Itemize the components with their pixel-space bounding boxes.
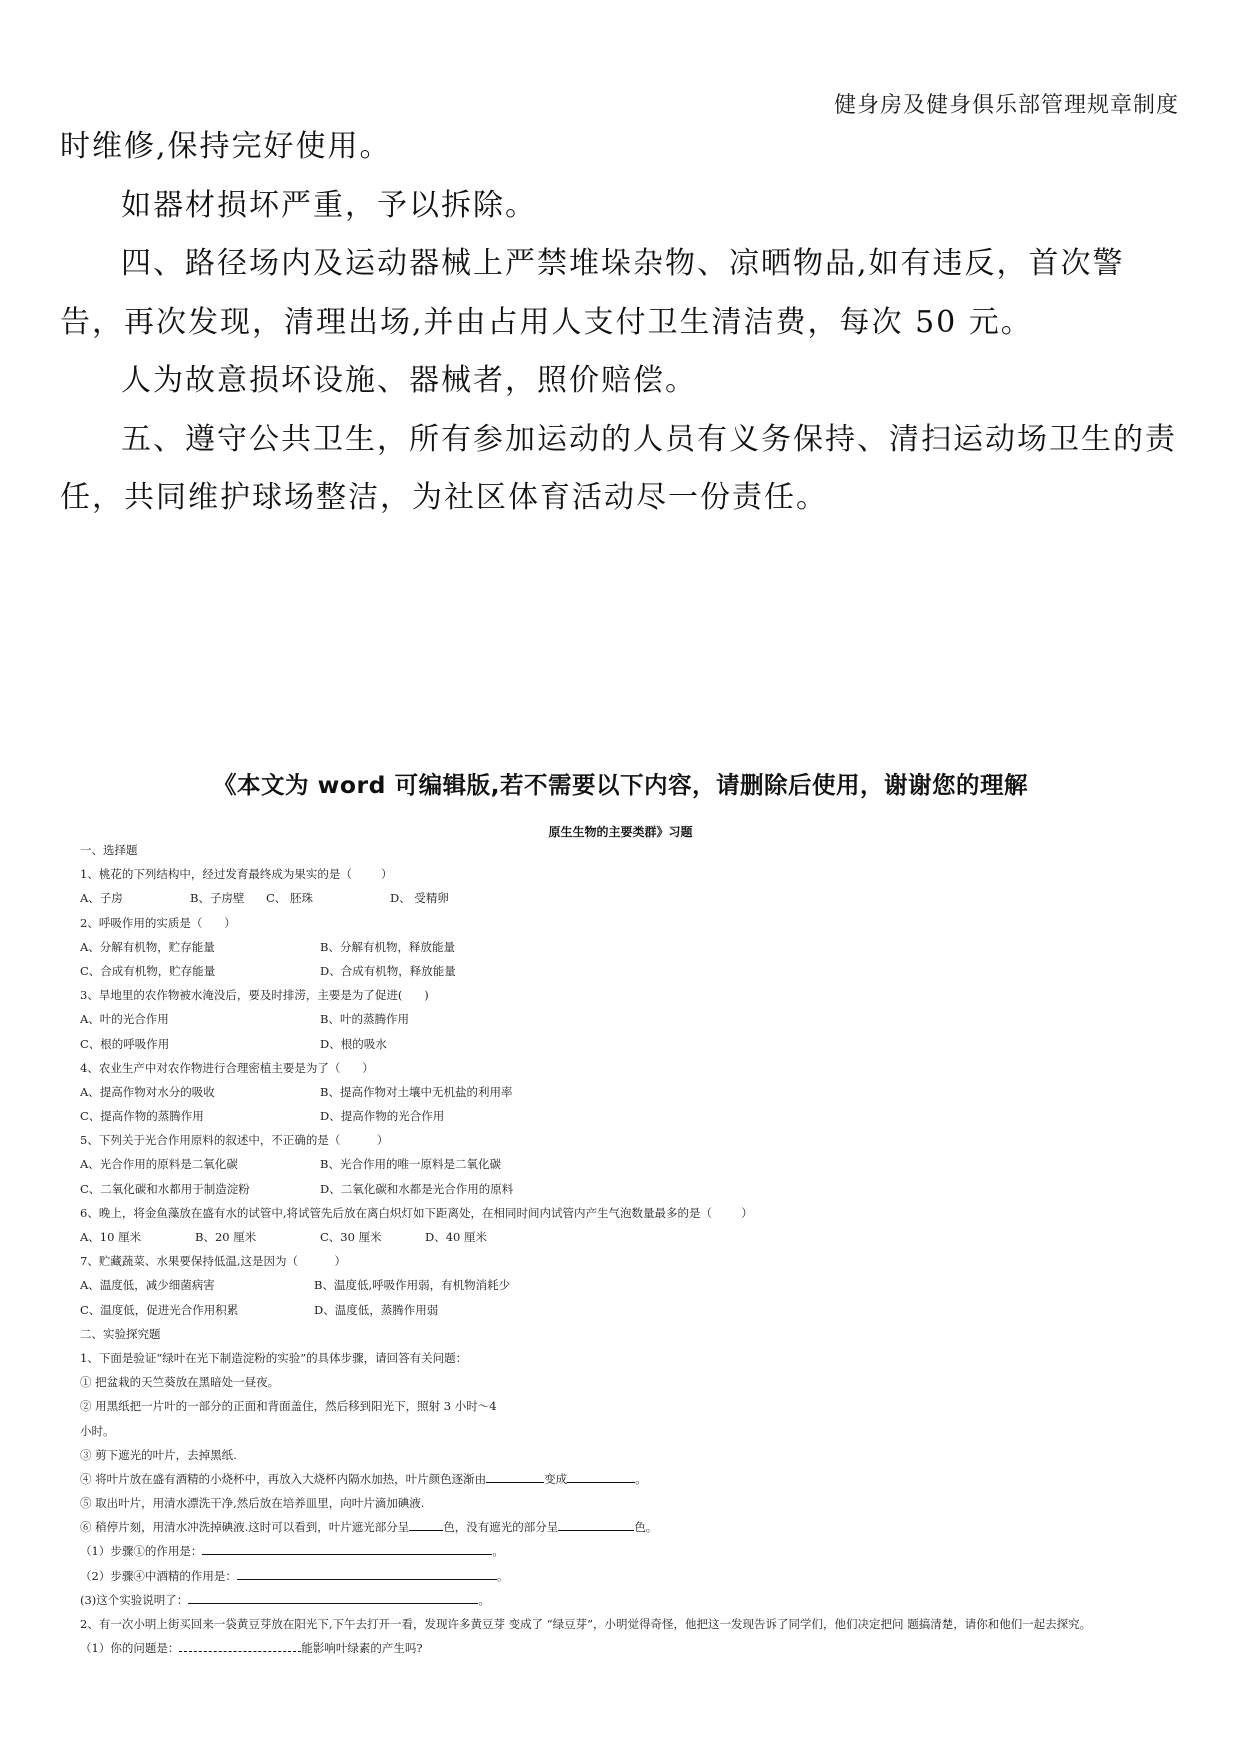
options-row — [80, 935, 1180, 959]
step-text: ④ 将叶片放在盛有酒精的小烧杯中，再放入大烧杯内隔水加热，叶片颜色逐渐由 — [80, 1471, 487, 1486]
step — [80, 1467, 1180, 1491]
question: 2、有一次小明上街买回来一袋黄豆芽放在阳光下,下午去打开一看，发现许多黄豆芽 变成了 “绿豆芽”，小明觉得奇怪，他把这一发现告诉了同学们，他们决定把问 题搞清楚，请你和他们一起去探究。 — [80, 1617, 1092, 1631]
sub-question — [80, 1539, 1180, 1563]
options-row — [80, 1225, 1180, 1249]
options-row — [80, 1104, 1180, 1128]
option: C、根的呼吸作用 — [80, 1036, 170, 1051]
answer-blank[interactable] — [237, 1566, 497, 1580]
sub-question — [80, 1636, 1180, 1660]
section-heading: 一、选择题 — [80, 843, 138, 857]
answer-blank[interactable] — [179, 1638, 301, 1652]
step — [80, 1515, 1180, 1539]
period: 。 — [496, 1568, 509, 1583]
option: D、温度低，蒸腾作用弱 — [314, 1302, 439, 1317]
question: 5、下列关于光合作用原料的叙述中，不正确的是（ ） — [80, 1133, 389, 1148]
option: D、 受精卵 — [390, 891, 449, 906]
step-text: ⑥ 稍停片刻，用清水冲洗掉碘液.这时可以看到，叶片遮光部分呈 — [80, 1520, 410, 1535]
option: C、二氧化碳和水都用于制造淀粉 — [80, 1181, 250, 1196]
quiz-body — [80, 838, 1180, 1660]
answer-blank[interactable] — [558, 1517, 634, 1531]
option: A、分解有机物，贮存能量 — [80, 939, 215, 954]
option: B、20 厘米 — [195, 1230, 257, 1244]
option: C、 胚珠 — [266, 891, 313, 906]
sub-question-text: （1）你的问题是： — [80, 1641, 180, 1656]
options-row — [80, 1032, 1180, 1056]
paragraph: 时维修,保持完好使用。 — [60, 129, 392, 164]
option: D、40 厘米 — [425, 1230, 488, 1244]
option: A、叶的光合作用 — [80, 1012, 169, 1027]
paragraph: 人为故意损坏设施、器械者，照价赔偿。 — [121, 363, 697, 398]
option: D、合成有机物，释放能量 — [320, 963, 456, 978]
question: 1、桃花的下列结构中，经过发育最终成为果实的是（ ） — [80, 867, 393, 882]
paragraph: 四、路径场内及运动器械上严禁堆垛杂物、凉晒物品,如有违反，首次警告，再次发现，清理出场,并由占用人支付卫生清洁费，每次 50 元。 — [60, 246, 1125, 340]
option: B、温度低,呼吸作用弱，有机物消耗少 — [314, 1278, 511, 1293]
options-row — [80, 1152, 1180, 1176]
option: A、光合作用的原料是二氧化碳 — [80, 1157, 238, 1172]
option: B、分解有机物，释放能量 — [320, 939, 455, 954]
options-row — [80, 1273, 1180, 1297]
option: C、30 厘米 — [320, 1230, 382, 1244]
question: 4、农业生产中对农作物进行合理密植主要是为了（ ） — [80, 1060, 374, 1075]
option: B、子房壁 — [190, 891, 245, 906]
period: 。 — [492, 1544, 504, 1559]
question: 1、下面是验证“绿叶在光下制造淀粉的实验”的具体步骤，请回答有关问题： — [80, 1350, 468, 1365]
step-continuation: 小时。 — [80, 1423, 115, 1438]
option: C、温度低，促进光合作用积累 — [80, 1302, 239, 1317]
option: B、提高作物对土壤中无机盐的利用率 — [320, 1084, 513, 1099]
sub-question-text: 能影响叶绿素的产生吗? — [301, 1641, 423, 1656]
sub-question — [80, 1588, 1180, 1612]
step: ⑤ 取出叶片，用清水漂洗干净,然后放在培养皿里，向叶片滴加碘液. — [80, 1496, 425, 1511]
option: B、叶的蒸腾作用 — [320, 1012, 409, 1027]
step: ③ 剪下遮光的叶片，去掉黑纸. — [80, 1447, 237, 1462]
option: A、提高作物对水分的吸收 — [80, 1084, 215, 1099]
paragraph: 五、遵守公共卫生，所有参加运动的人员有义务保持、清扫运动场卫生的责任，共同维护球场整洁，为社区体育活动尽一份责任。 — [60, 421, 1177, 515]
section-heading: 二、实验探究题 — [80, 1326, 161, 1341]
option: C、提高作物的蒸腾作用 — [80, 1109, 204, 1124]
answer-blank[interactable] — [202, 1541, 492, 1555]
option: D、二氧化碳和水都是光合作用的原料 — [320, 1181, 514, 1196]
sub-question-text: (3)这个实验说明了： — [80, 1592, 189, 1607]
step-text: 色，没有遮光的部分呈 — [443, 1520, 559, 1535]
answer-blank[interactable] — [188, 1590, 478, 1604]
answer-blank[interactable] — [409, 1517, 443, 1531]
option: A、10 厘米 — [80, 1230, 142, 1244]
option: A、子房 — [80, 891, 123, 906]
step-text: 变成 — [544, 1471, 568, 1486]
step: ① 把盆栽的天竺葵放在黑暗处一昼夜。 — [80, 1375, 280, 1390]
period: 。 — [478, 1592, 490, 1607]
regulation-text — [60, 118, 1185, 528]
options-row — [80, 1080, 1180, 1104]
answer-blank[interactable] — [486, 1469, 544, 1483]
options-row — [80, 1007, 1180, 1031]
option: D、提高作物的光合作用 — [320, 1109, 445, 1124]
option: C、合成有机物，贮存能量 — [80, 963, 216, 978]
paragraph: 如器材损坏严重，予以拆除。 — [121, 187, 537, 223]
step-text: 色。 — [634, 1520, 658, 1535]
editable-notice-banner: 《本文为 word 可编辑版,若不需要以下内容，请删除后使用，谢谢您的理解 — [212, 771, 1029, 799]
page-header: 健身房及健身俱乐部管理规章制度 — [833, 93, 1179, 118]
sub-question-text: （2）步骤④中酒精的作用是： — [80, 1568, 237, 1583]
option: B、光合作用的唯一原料是二氧化碳 — [320, 1157, 501, 1172]
option: A、温度低，减少细菌病害 — [80, 1278, 215, 1293]
option: D、根的吸水 — [320, 1036, 387, 1051]
options-row — [80, 1177, 1180, 1201]
step-text: 。 — [635, 1471, 647, 1486]
question: 2、呼吸作用的实质是（ ） — [80, 915, 236, 930]
question: 7、贮藏蔬菜、水果要保持低温,这是因为（ ） — [80, 1254, 347, 1269]
step: ② 用黑纸把一片叶的一部分的正面和背面盖住，然后移到阳光下，照射 3 小时～4 — [80, 1399, 497, 1414]
question: 6、晚上，将金鱼藻放在盛有水的试管中,将试管先后放在离白炽灯如下距离处，在相同时间内试管内产生气泡数量最多的是（ ） — [80, 1205, 753, 1220]
quiz-title: 原生生物的主要类群》习题 — [548, 825, 693, 839]
answer-blank[interactable] — [567, 1469, 635, 1483]
options-row — [80, 886, 1180, 910]
sub-question — [80, 1564, 1180, 1588]
sub-question-text: （1）步骤①的作用是： — [80, 1544, 203, 1559]
options-row — [80, 1298, 1180, 1322]
options-row — [80, 959, 1180, 983]
question: 3、旱地里的农作物被水淹没后，要及时排涝，主要是为了促进( ) — [80, 988, 429, 1003]
